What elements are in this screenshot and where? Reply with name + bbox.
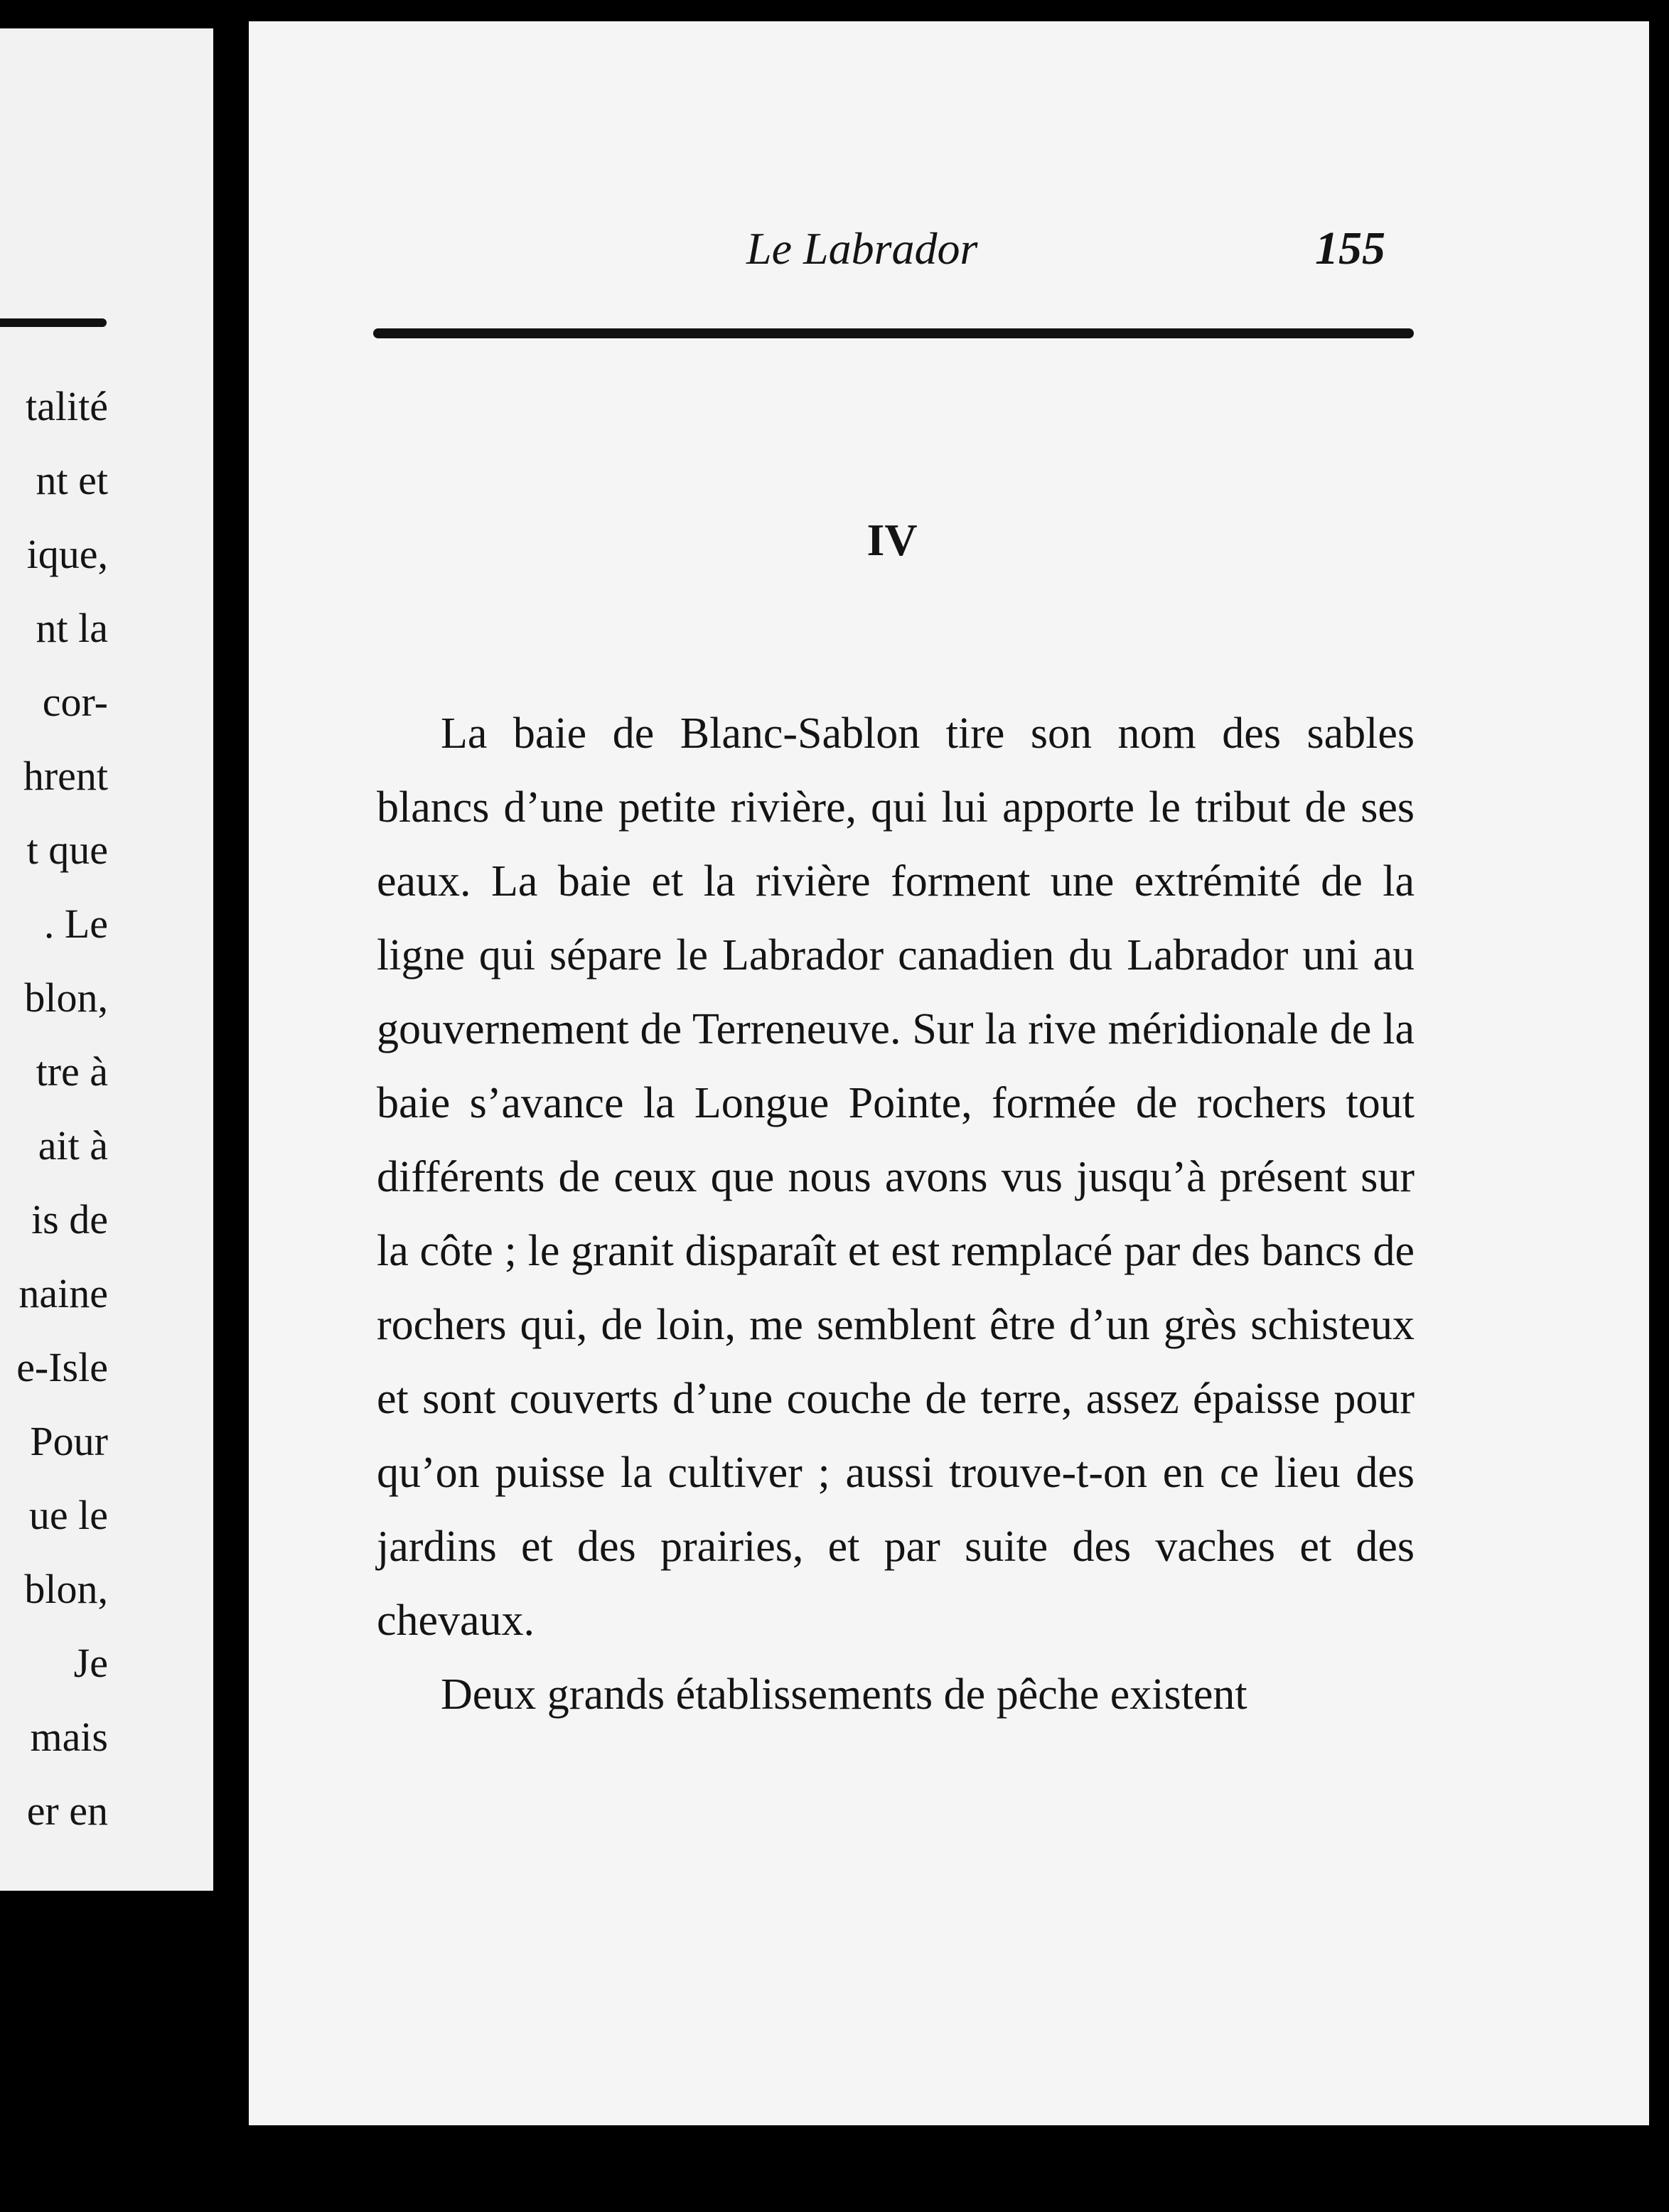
facing-page-line: tre à xyxy=(36,1048,108,1095)
running-header xyxy=(249,213,1649,284)
facing-page-line: er en xyxy=(26,1788,108,1834)
facing-page-line: is de xyxy=(31,1196,108,1242)
paragraph: La baie de Blanc-Sablon tire son nom des sables blancs d’une petite rivière, qui lui apporte le tribut de ses eaux. La baie et la rivière forment une extrémité de la ligne qui sépare le Labrador canadien du Labrador uni au gouvernement de Terreneuve. Sur la rive méridionale de la baie s’avance la Longue Pointe, formée de rochers tout différents de ceux que nous avons vus jusqu’à présent sur la côte ; le granit disparaît et est remplacé par des bancs de rochers qui, de loin, me semblent être d’un grès schisteux et sont couverts d’une couche de terre, assez épaisse pour qu’on puisse la cultiver ; aussi trouve-t-on en ce lieu des jardins et des prairies, et par suite des vaches et des chevaux. xyxy=(377,709,1415,1645)
facing-page-line: . Le xyxy=(43,901,108,947)
facing-page-line: hrent xyxy=(23,753,108,799)
facing-page-line: nt et xyxy=(36,457,108,503)
paragraph: Deux grands établissements de pêche existent xyxy=(441,1670,1247,1719)
facing-page-line: mais xyxy=(30,1714,108,1760)
facing-page-rule xyxy=(0,318,107,327)
chapter-heading: IV xyxy=(866,515,918,565)
facing-page-line: blon, xyxy=(24,1566,108,1612)
header-rule xyxy=(373,328,1414,338)
facing-page-line: blon, xyxy=(24,975,108,1021)
facing-page-line: ait à xyxy=(38,1122,108,1169)
facing-page-line: ique, xyxy=(26,531,108,577)
page-number: 155 xyxy=(1315,222,1385,274)
facing-page-line: t que xyxy=(26,827,108,873)
facing-page-line: Je xyxy=(73,1640,108,1686)
facing-page-left xyxy=(0,28,213,1891)
facing-page-line: e-Isle xyxy=(16,1344,108,1390)
book-gutter xyxy=(213,0,249,2212)
page xyxy=(249,21,1649,2125)
facing-page-line: cor- xyxy=(42,679,108,725)
facing-page-line: naine xyxy=(18,1270,108,1316)
facing-page-line: nt la xyxy=(36,605,108,651)
body-text xyxy=(377,697,1415,1732)
facing-page-line: talité xyxy=(26,383,108,429)
running-title: Le Labrador xyxy=(746,223,978,274)
facing-page-text xyxy=(16,370,108,1848)
facing-page-line: ue le xyxy=(28,1492,108,1538)
facing-page-line: Pour xyxy=(30,1418,108,1464)
